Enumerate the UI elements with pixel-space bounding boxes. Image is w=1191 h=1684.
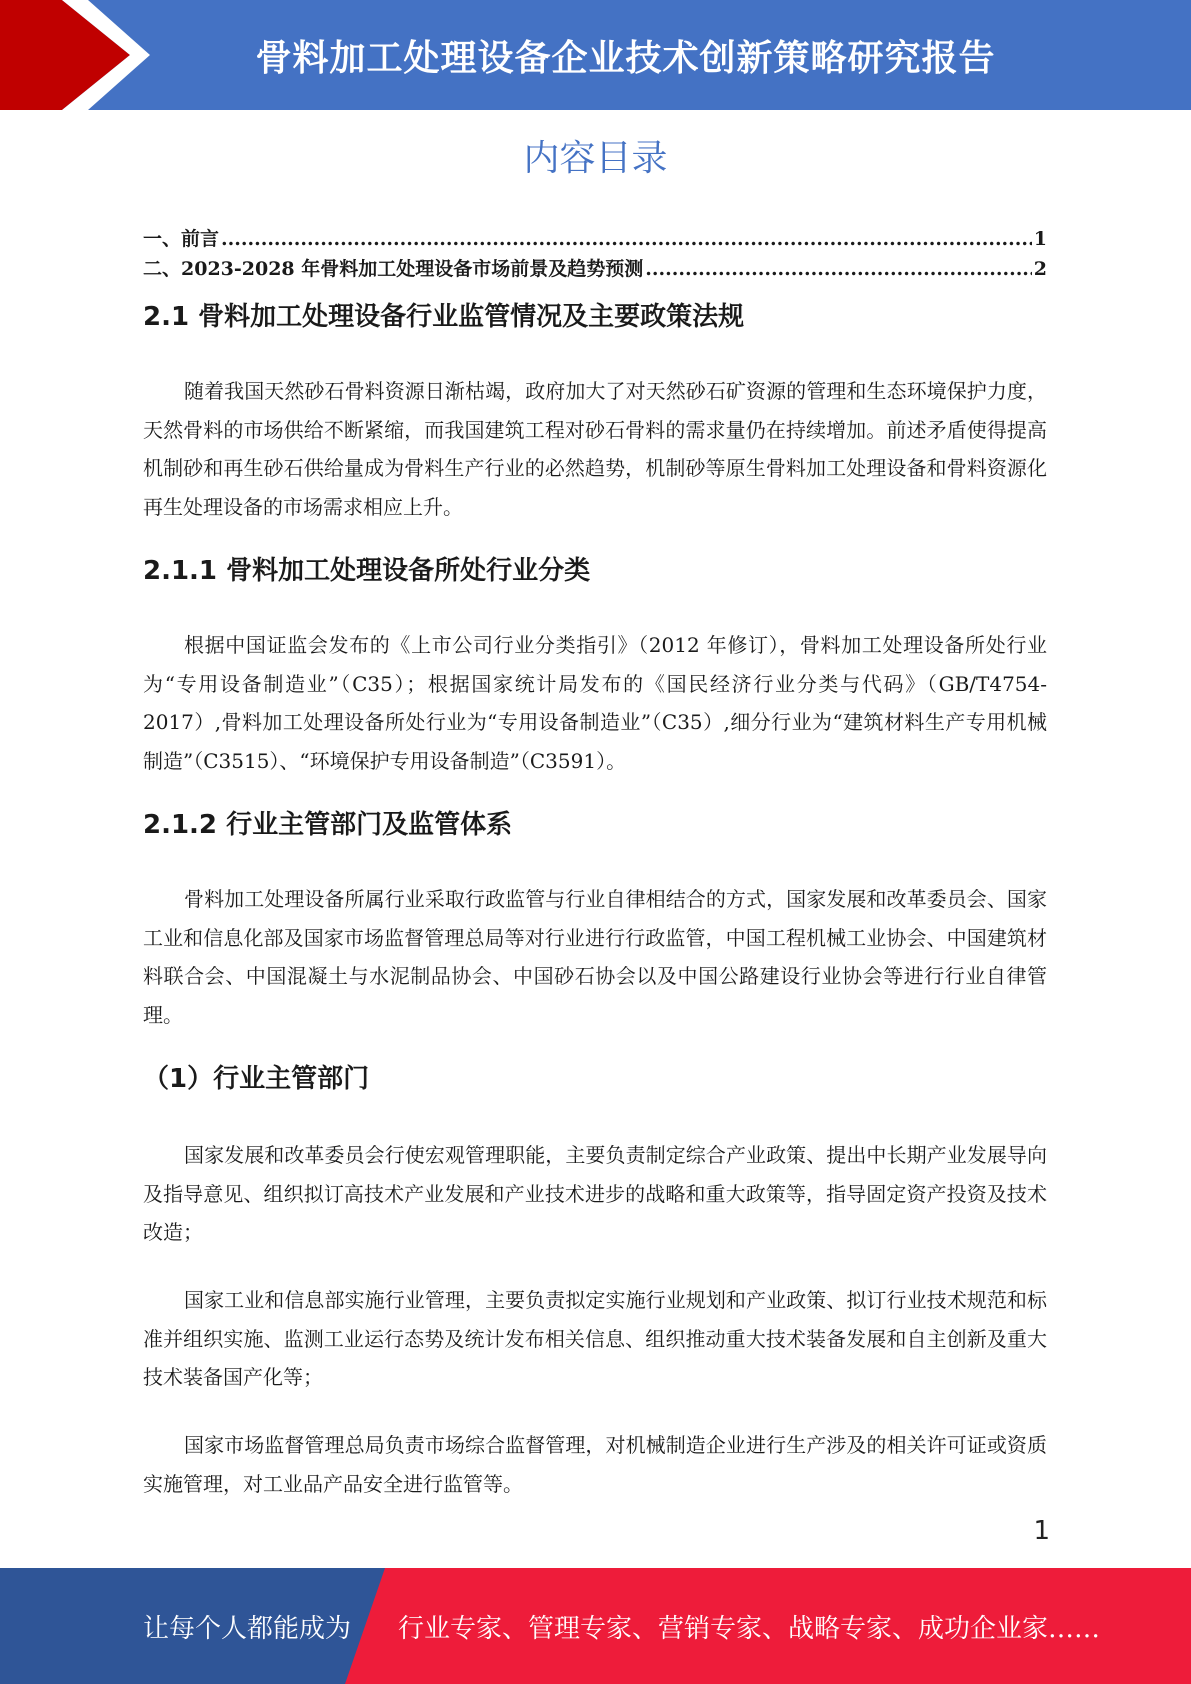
paragraph: 国家市场监督管理总局负责市场综合监督管理，对机械制造企业进行生产涉及的相关许可证或资质实施管理，对工业品产品安全进行监管等。 [143, 1433, 1047, 1496]
section-1-body-1 [143, 1136, 1047, 1252]
section-2-1-2-body [143, 880, 1047, 1034]
section-2-1 [143, 301, 1047, 335]
section-2-1-body [143, 372, 1047, 526]
section-1-body-2 [143, 1281, 1047, 1397]
toc-item-page: 2 [1033, 258, 1047, 280]
section-2-1-1 [143, 555, 1047, 589]
footer-slogan-left: 让每个人都能成为 [143, 1613, 352, 1644]
paragraph: 国家工业和信息部实施行业管理，主要负责拟定实施行业规划和产业政策、拟订行业技术规范和标准并组织实施、监测工业运行态势及统计发布相关信息、组织推动重大技术装备发展和自主创新及重大技术装备国产化等； [143, 1288, 1047, 1389]
paragraph: 随着我国天然砂石骨料资源日渐枯竭，政府加大了对天然砂石矿资源的管理和生态环境保护力度，天然骨料的市场供给不断紧缩，而我国建筑工程对砂石骨料的需求量仍在持续增加。前述矛盾使得提高机制砂和再生砂石供给量成为骨料生产行业的必然趋势，机制砂等原生骨料加工处理设备和骨料资源化再生处理设备的市场需求相应上升。 [143, 379, 1047, 519]
section-2-1-1-body [143, 626, 1047, 780]
footer-banner [0, 1568, 1191, 1684]
page-number: 1 [1033, 1516, 1050, 1546]
section-heading: （1）行业主管部门 [143, 1064, 370, 1094]
toc-list [143, 224, 1047, 284]
toc-item-label: 二、2023-2028 年骨料加工处理设备市场前景及趋势预测 [143, 258, 644, 280]
toc-item[interactable] [143, 224, 1047, 254]
section-1 [143, 1063, 1047, 1097]
toc-item-page: 1 [1033, 228, 1047, 250]
toc-heading: 内容目录 [523, 138, 668, 179]
section-2-1-2 [143, 809, 1047, 843]
section-heading: 2.1.1 骨料加工处理设备所处行业分类 [143, 556, 591, 586]
footer-slogan-right: 行业专家、管理专家、营销专家、战略专家、成功企业家…… [398, 1613, 1101, 1644]
section-heading: 2.1.2 行业主管部门及监管体系 [143, 810, 513, 840]
toc-item[interactable] [143, 254, 1047, 284]
paragraph: 根据中国证监会发布的《上市公司行业分类指引》（2012 年修订），骨料加工处理设备所处行业为“专用设备制造业”（C35）；根据国家统计局发布的《国民经济行业分类与代码》（GB/T4754-2017）,骨料加工处理设备所处行业为“专用设备制造业”（C35）,细分行业为“建筑材料生产专用机械制造”（C3515）、“环境保护专用设备制造”（C3591）。 [143, 633, 1047, 773]
section-1-body-3 [143, 1426, 1047, 1503]
report-title: 骨料加工处理设备企业技术创新策略研究报告 [255, 37, 996, 79]
header-banner [0, 0, 1191, 110]
section-heading: 2.1 骨料加工处理设备行业监管情况及主要政策法规 [143, 302, 745, 332]
toc-leader-dots [645, 258, 1032, 280]
paragraph: 国家发展和改革委员会行使宏观管理职能，主要负责制定综合产业政策、提出中长期产业发展导向及指导意见、组织拟订高技术产业发展和产业技术进步的战略和重大政策等，指导固定资产投资及技术改造； [143, 1143, 1047, 1244]
toc-leader-dots [221, 228, 1032, 250]
toc-item-label: 一、前言 [143, 228, 220, 250]
paragraph: 骨料加工处理设备所属行业采取行政监管与行业自律相结合的方式，国家发展和改革委员会、国家工业和信息化部及国家市场监督管理总局等对行业进行行政监管，中国工程机械工业协会、中国建筑材料联合会、中国混凝土与水泥制品协会、中国砂石协会以及中国公路建设行业协会等进行行业自律管理。 [143, 887, 1047, 1027]
red-arrow-decoration [0, 0, 150, 110]
